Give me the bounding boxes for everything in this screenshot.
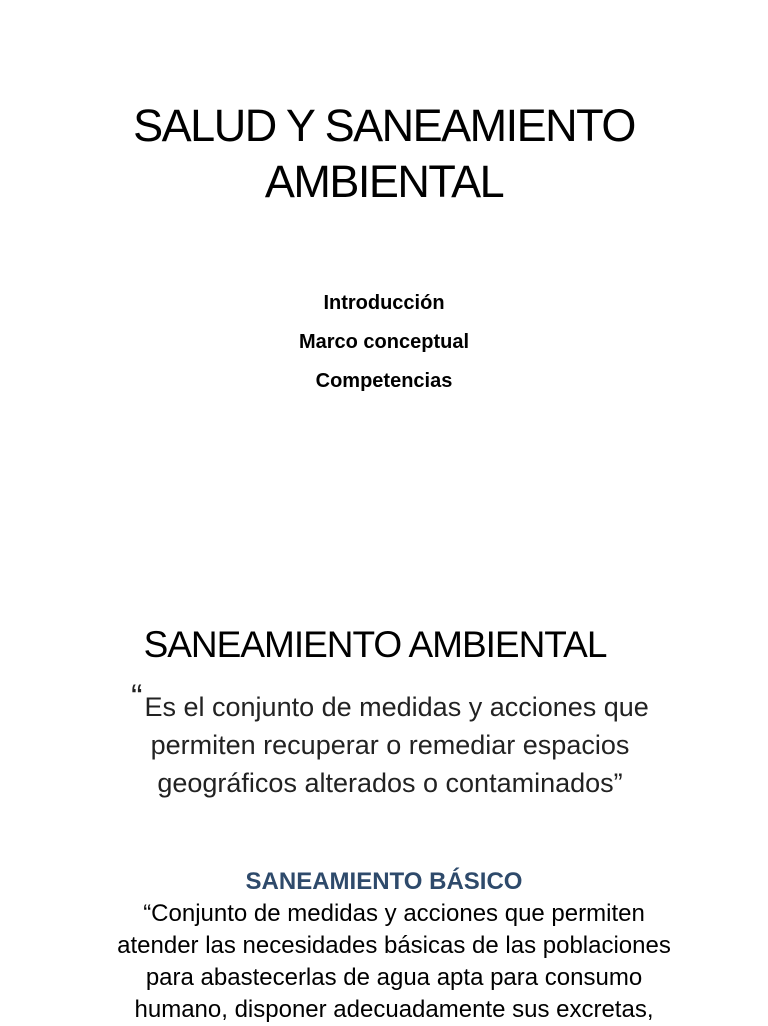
quote-line: geográficos alterados o contaminados” bbox=[157, 768, 623, 798]
title-line: SALUD Y SANEAMIENTO bbox=[133, 100, 635, 151]
agenda-item: Introducción bbox=[323, 292, 445, 314]
definition-body bbox=[50, 898, 738, 1026]
title-line: AMBIENTAL bbox=[264, 156, 504, 207]
agenda-item: Marco conceptual bbox=[298, 331, 470, 353]
open-quote-mark: “ bbox=[131, 678, 143, 716]
quote-line bbox=[60, 678, 720, 726]
slide-title bbox=[0, 98, 768, 210]
section-subheading: SANEAMIENTO BÁSICO bbox=[245, 868, 523, 895]
body-line: “Conjunto de medidas y acciones que permiten bbox=[143, 900, 645, 927]
body-line: para abastecerlas de agua apta para consumo bbox=[145, 964, 643, 991]
quote-text: Es el conjunto de medidas y acciones que bbox=[144, 692, 649, 722]
slide-2 bbox=[0, 560, 768, 1024]
definition-quote bbox=[60, 678, 720, 802]
agenda-list bbox=[0, 284, 768, 401]
quote-line: permiten recuperar o remediar espacios bbox=[150, 730, 630, 760]
body-line: humano, disponer adecuadamente sus excretas, bbox=[134, 996, 654, 1023]
body-line: atender las necesidades básicas de las poblaciones bbox=[117, 932, 671, 959]
slide-title: SANEAMIENTO AMBIENTAL bbox=[143, 624, 607, 665]
agenda-item: Competencias bbox=[315, 370, 453, 392]
